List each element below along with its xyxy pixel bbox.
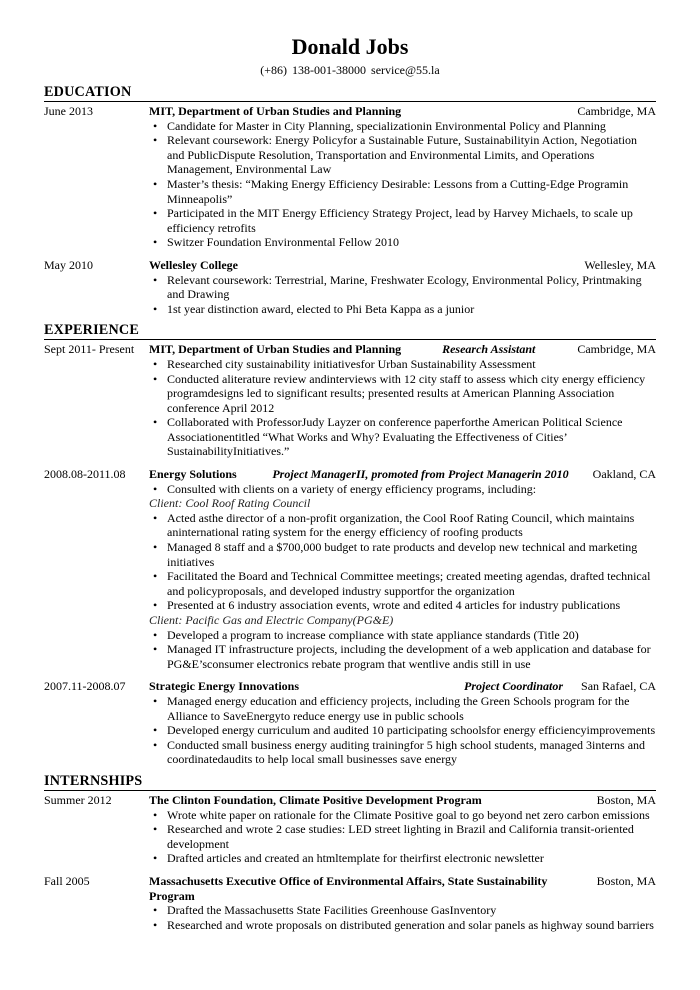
list-item: • Switzer Foundation Environmental Fellow 2010 xyxy=(149,235,656,250)
list-item: • Developed energy curriculum and audited 10 participating schoolsfor energy efficiencyimprovements xyxy=(149,723,656,738)
entry-organization: MIT, Department of Urban Studies and Planning xyxy=(149,342,402,357)
education-section xyxy=(44,84,656,316)
list-item: • Participated in the MIT Energy Efficiency Strategy Project, lead by Harvey Michaels, to scale up efficiency retrofits xyxy=(149,206,656,235)
list-item: • Collaborated with ProfessorJudy Layzer on conference paperforthe American Political Science Associationentitled “What Works and Why? Evaluating the Effectiveness of Cities’ SustainabilityInitiatives.” xyxy=(149,415,656,459)
entry-location: Boston, MA xyxy=(596,873,656,888)
entry-organization: Strategic Energy Innovations xyxy=(149,679,299,694)
list-item: • Managed IT infrastructure projects, including the development of a web application and database for PG&E’sconsumer electronics rebate program that wentlive andis still in use xyxy=(149,642,656,671)
entry-location: Cambridge, MA xyxy=(577,104,656,118)
entry-location: Boston, MA xyxy=(596,792,656,807)
list-item: • Consulted with clients on a variety of energy efficiency programs, including: xyxy=(149,482,656,497)
entry-organization: Massachusetts Executive Office of Environmental Affairs, State Sustainability Program xyxy=(149,873,548,903)
entry-location: San Rafael, CA xyxy=(581,679,656,694)
list-item: • Developed a program to increase compliance with state appliance standards (Title 20) xyxy=(149,628,656,643)
section-title-education: EDUCATION xyxy=(44,84,656,102)
list-item: • Managed energy education and efficiency projects, including the Green Schools program for the Alliance to SaveEnergyto reduce energy use in public schools xyxy=(149,694,656,723)
entry-date: June 2013 xyxy=(44,104,93,118)
entry-organization: MIT, Department of Urban Studies and Planning xyxy=(149,104,402,118)
list-item: • Wrote white paper on rationale for the Climate Positive goal to go beyond net zero carbon emissions xyxy=(149,808,656,823)
list-item: • Conducted small business energy auditing trainingfor 5 high school students, managed 3interns and coordinatedaudits to help local small businesses save energy xyxy=(149,738,656,767)
entry-date: Fall 2005 xyxy=(44,873,90,888)
list-item: • Master’s thesis: “Making Energy Efficiency Desirable: Lessons from a Cutting-Edge Programin Minneapolis” xyxy=(149,177,656,206)
client-label: Client: Cool Roof Rating Council xyxy=(149,496,311,511)
list-item: • Conducted aliterature review andinterviews with 12 city staff to assess which city energy efficiency programdesigns led to significant results; presented results at American Planning Association conference April 2012 xyxy=(149,372,656,416)
entry-role: Project Coordinator xyxy=(464,679,564,694)
bullet-list xyxy=(149,903,656,932)
entry-date: 2007.11-2008.07 xyxy=(44,679,126,694)
experience-section xyxy=(44,322,656,767)
entry-organization: Energy Solutions xyxy=(149,467,237,482)
list-item: • Relevant coursework: Terrestrial, Marine, Freshwater Ecology, Environmental Policy, Printmaking and Drawing xyxy=(149,273,656,302)
entry-organization: The Clinton Foundation, Climate Positive Development Program xyxy=(149,792,482,807)
bullet-list xyxy=(149,273,656,317)
internship-entry xyxy=(44,874,656,932)
client-label: Client: Pacific Gas and Electric Company(PG&E) xyxy=(149,613,394,627)
entry-role: Research Assistant xyxy=(442,342,536,357)
list-item: • Presented at 6 industry association events, wrote and edited 4 articles for industry publications xyxy=(149,598,656,613)
candidate-name: Donald Jobs xyxy=(291,34,409,59)
education-entry xyxy=(44,104,656,250)
section-title-experience: EXPERIENCE xyxy=(44,322,656,340)
list-item: • Facilitated the Board and Technical Committee meetings; created meeting agendas, drafted technical and policyproposals, and developed industry supportfor the organization xyxy=(149,569,656,598)
bullet-list xyxy=(149,511,656,613)
internship-entry xyxy=(44,793,656,866)
internships-section xyxy=(44,773,656,932)
entry-date: Sept 2011- Present xyxy=(44,342,135,357)
experience-entry xyxy=(44,679,656,767)
entry-location: Oakland, CA xyxy=(592,467,656,482)
list-item: • 1st year distinction award, elected to Phi Beta Kappa as a junior xyxy=(149,302,656,317)
experience-entry xyxy=(44,342,656,459)
bullet-list xyxy=(149,694,656,767)
entry-role: Project ManagerII, promoted from Project Managerin 2010 xyxy=(272,467,569,482)
bullet-list xyxy=(149,482,656,497)
section-title-internships: INTERNSHIPS xyxy=(44,773,656,791)
list-item: • Researched and wrote proposals on distributed generation and solar panels as highway sound barriers xyxy=(149,918,656,933)
bullet-list xyxy=(149,628,656,672)
education-entry xyxy=(44,258,656,316)
list-item: • Managed 8 staff and a $700,000 budget to rate products and develop new technical and marketing initiatives xyxy=(149,540,656,569)
list-item: • Acted asthe director of a non-profit organization, the Cool Roof Rating Council, which maintains aninternational rating system for the energy efficiency of roofing products xyxy=(149,511,656,540)
list-item: • Researched and wrote 2 case studies: LED street lighting in Brazil and California transit-oriented development xyxy=(149,822,656,851)
bullet-list xyxy=(149,357,656,459)
entry-date: 2008.08-2011.08 xyxy=(44,467,126,482)
list-item: • Drafted the Massachusetts State Facilities Greenhouse GasInventory xyxy=(149,903,656,918)
entry-location: Cambridge, MA xyxy=(577,342,656,357)
list-item: • Drafted articles and created an htmltemplate for theirfirst electronic newsletter xyxy=(149,851,656,866)
list-item: • Candidate for Master in City Planning, specializationin Environmental Policy and Planning xyxy=(149,119,656,134)
contact-line: (+86) 138-001-38000 service@55.la xyxy=(260,63,440,77)
entry-organization: Wellesley College xyxy=(149,257,238,272)
entry-date: Summer 2012 xyxy=(44,792,112,807)
list-item: • Researched city sustainability initiativesfor Urban Sustainability Assessment xyxy=(149,357,656,372)
experience-entry xyxy=(44,467,656,671)
list-item: • Relevant coursework: Energy Policyfor a Sustainable Future, Sustainabilityin Action, Negotiation and PublicDispute Resolution, Transportation and Environmental Limits, and Operations Management, Environmental Law xyxy=(149,133,656,177)
bullet-list xyxy=(149,119,656,250)
bullet-list xyxy=(149,808,656,866)
entry-date: May 2010 xyxy=(44,257,93,272)
entry-location: Wellesley, MA xyxy=(584,257,656,272)
